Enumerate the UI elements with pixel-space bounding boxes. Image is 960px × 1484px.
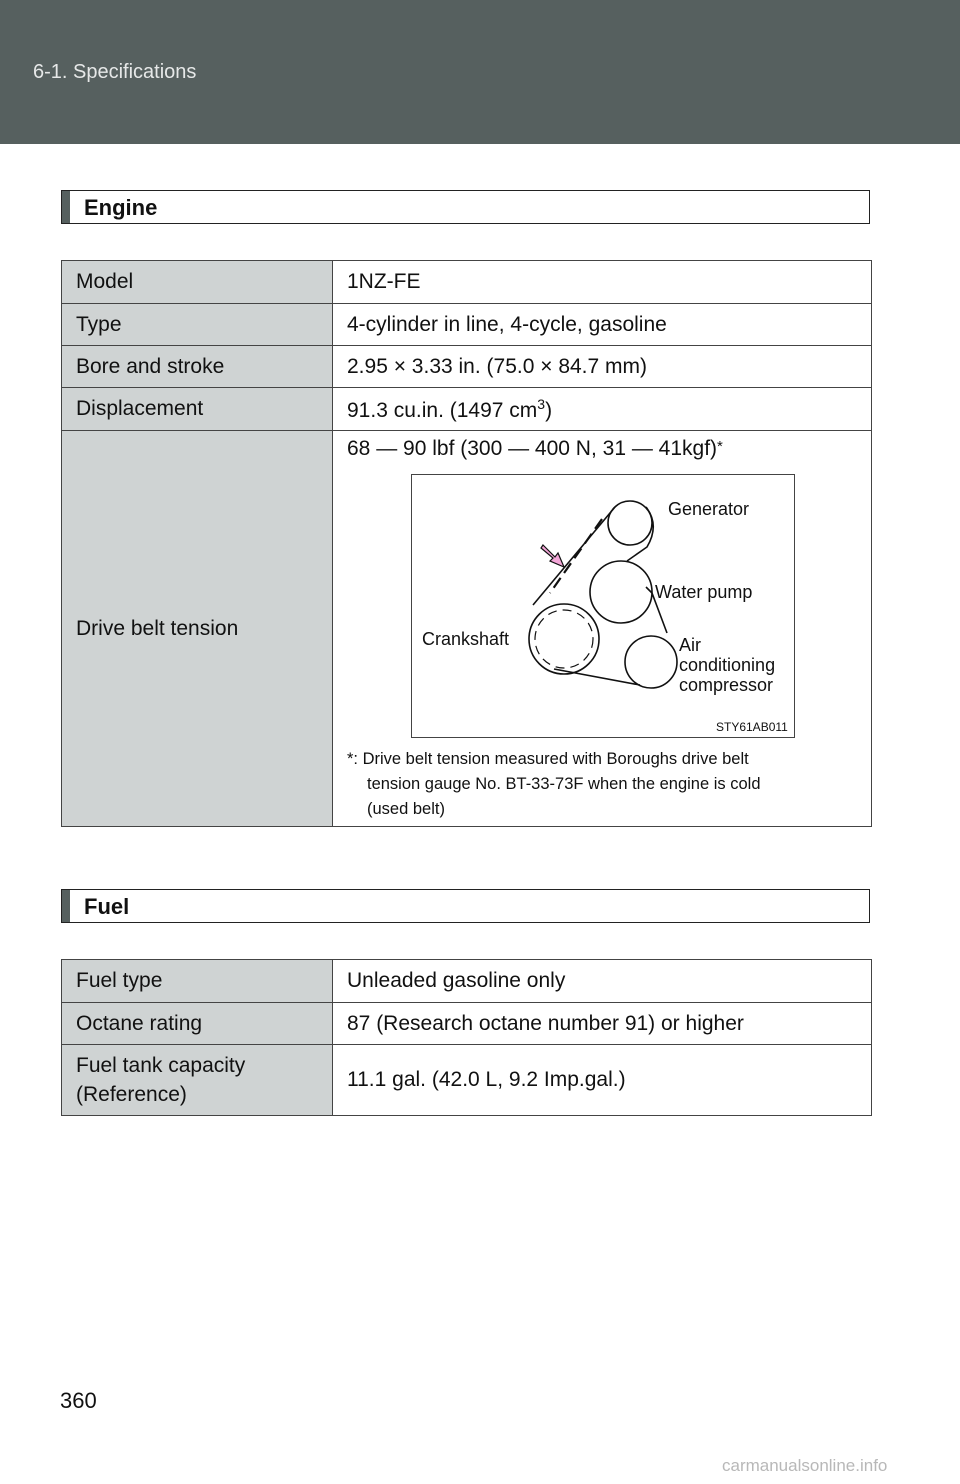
table-row xyxy=(62,1045,872,1116)
spec-value: Unleaded gasoline only xyxy=(333,960,872,1003)
fuel-section-heading xyxy=(61,889,870,923)
table-row xyxy=(62,261,872,304)
spec-label: Octane rating xyxy=(62,1003,333,1045)
watermark: carmanualsonline.info xyxy=(722,1456,888,1475)
ac-label-line: conditioning xyxy=(679,655,776,675)
spec-value: 11.1 gal. (42.0 L, 9.2 Imp.gal.) xyxy=(333,1045,872,1116)
label-line: (Reference) xyxy=(76,1083,187,1106)
spec-label: Type xyxy=(62,304,333,346)
water-pump-label: Water pump xyxy=(655,582,753,602)
crankshaft-label: Crankshaft xyxy=(422,629,510,649)
water-pump-pulley xyxy=(590,561,652,623)
displacement-suffix: ) xyxy=(545,398,553,422)
spec-label: Fuel type xyxy=(62,960,333,1003)
belt-tension-cell xyxy=(333,431,872,827)
spec-value: 4-cylinder in line, 4-cycle, gasoline xyxy=(333,304,872,346)
belt-tension-value xyxy=(347,437,723,461)
label-line: Fuel tank capacity xyxy=(76,1054,246,1077)
belt-diagram xyxy=(411,474,795,738)
belt-tension-text: 68 — 90 lbf (300 — 400 N, 31 — 41kgf) xyxy=(347,437,718,460)
table-row xyxy=(62,346,872,388)
belt-footnote xyxy=(347,747,817,822)
ac-compressor-label xyxy=(679,635,775,695)
table-row xyxy=(62,960,872,1003)
footnote-line: *: Drive belt tension measured with Boroughs drive belt xyxy=(347,750,749,768)
footnote-line: (used belt) xyxy=(367,800,445,818)
generator-label: Generator xyxy=(668,499,750,519)
ac-label-line: compressor xyxy=(679,675,774,695)
engine-spec-table xyxy=(61,260,872,827)
spec-label: Drive belt tension xyxy=(62,431,333,827)
spec-value: 87 (Research octane number 91) or higher xyxy=(333,1003,872,1045)
page-number: 360 xyxy=(60,1388,97,1413)
ac-compressor-pulley xyxy=(625,636,677,688)
engine-title: Engine xyxy=(84,195,158,220)
heading-accent xyxy=(62,890,70,922)
diagram-code: STY61AB011 xyxy=(716,720,788,734)
table-row xyxy=(62,304,872,346)
displacement-exponent: 3 xyxy=(537,395,546,412)
footnote-line: tension gauge No. BT-33-73F when the engine is cold xyxy=(367,775,761,793)
breadcrumb: 6-1. Specifications xyxy=(33,61,197,83)
spec-label: Model xyxy=(62,261,333,304)
table-row xyxy=(62,388,872,431)
fuel-title: Fuel xyxy=(84,894,130,919)
heading-accent xyxy=(62,191,70,223)
page-header xyxy=(0,0,960,144)
spec-value: 1NZ-FE xyxy=(333,261,872,304)
displacement-prefix: 91.3 cu.in. (1497 cm xyxy=(347,398,538,422)
ac-label-line: Air xyxy=(679,635,701,655)
table-row xyxy=(62,1003,872,1045)
engine-section-heading xyxy=(61,190,870,224)
spec-value xyxy=(333,388,872,431)
spec-value: 2.95 × 3.33 in. (75.0 × 84.7 mm) xyxy=(333,346,872,388)
measure-point-arrow xyxy=(541,545,564,567)
fuel-spec-table xyxy=(61,959,872,1116)
spec-label: Bore and stroke xyxy=(62,346,333,388)
generator-pulley xyxy=(608,501,652,545)
spec-label: Displacement xyxy=(62,388,333,431)
table-row xyxy=(62,431,872,827)
footnote-marker: * xyxy=(717,438,723,455)
spec-label xyxy=(62,1045,333,1116)
crankshaft-pulley xyxy=(529,604,599,674)
